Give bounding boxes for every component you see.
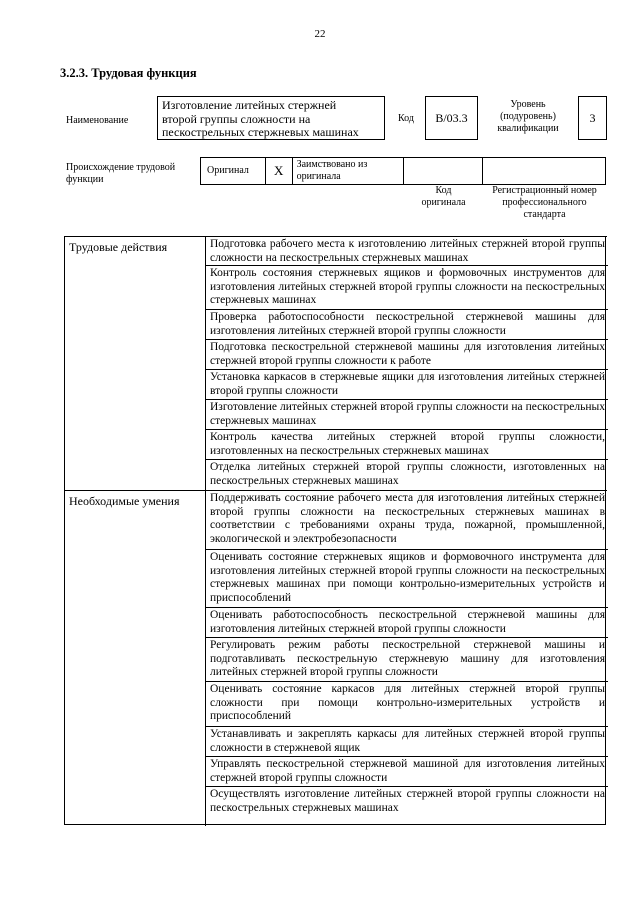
borrowed-line: оригинала (296, 171, 341, 182)
table-row: Оценивать работоспособность пескострельной стержневой машины для изготовления литейных стержней второй группы сложности (206, 608, 608, 638)
table-row: Контроль качества литейных стержней второй группы сложности, изготовленных на пескострельных стержневых машинах (206, 430, 608, 460)
page-number: 22 (314, 28, 326, 40)
origin-reg-cell (483, 158, 605, 184)
level-value: 3 (578, 96, 607, 140)
code-value: B/03.3 (425, 96, 478, 140)
level-label-line: (подуровень) (500, 111, 556, 122)
caption-line: оригинала (421, 197, 466, 208)
origin-label (66, 162, 196, 186)
table-row: Проверка работоспособности пескострельной стержневой машины для изготовления литейных стержней второй группы сложности (206, 310, 608, 340)
table-row: Отделка литейных стержней второй группы сложности, изготовленных на пескострельных стержневых машинах (210, 461, 605, 487)
table-row: Устанавливать и закреплять каркасы для литейных стержней второй группы сложности в стержневой ящик (206, 727, 608, 757)
caption-line: профессионального (502, 197, 587, 208)
function-name-line: пескострельных стержневых машинах (162, 125, 359, 139)
section-label: Трудовые действия (69, 240, 168, 254)
section-label: Необходимые умения (69, 494, 180, 508)
level-label-line: Уровень (510, 99, 546, 110)
table-row: Управлять пескострельной стержневой машиной для изготовления литейных стержней второй группы сложности (206, 757, 608, 787)
table-row: Поддерживать состояние рабочего места для изготовления литейных стержней второй группы сложности на пескострельных стержневых машинах в соответствии с требованиями охраны труда, пожарной, промышленной, экологической и электробезопасности (206, 491, 608, 550)
level-label-line: квалификации (497, 123, 559, 134)
level-label (480, 99, 576, 135)
origin-table (200, 157, 606, 185)
table-row: Установка каркасов в стержневые ящики для изготовления литейных стержней второй группы сложности (206, 370, 608, 400)
code-label: Код (398, 113, 414, 124)
caption-line: стандарта (523, 209, 566, 220)
table-row: Оценивать состояние стержневых ящиков и формовочного инструмента для изготовления литейных стержней второй группы сложности на пескострельных стержневых машинах при помощи контрольно-измерительных устройств и приспособлений (206, 550, 608, 608)
table-row: Контроль состояния стержневых ящиков и формовочных инструментов для изготовления литейных стержней второй группы сложности на пескострельных стержневых машинах (206, 266, 608, 310)
table-row: Осуществлять изготовление литейных стержней второй группы сложности на пескострельных стержневых машинах (210, 788, 605, 814)
section-rows (205, 491, 608, 826)
origin-original-cell: Оригинал (201, 158, 266, 184)
section-rows (205, 237, 608, 491)
table-row: Оценивать состояние каркасов для литейных стержней второй группы сложности при помощи контрольно-измерительных устройств и приспособлений (206, 682, 608, 727)
code-original-caption (404, 185, 483, 209)
function-name-line: Изготовление литейных стержней (162, 98, 337, 112)
origin-label-line: функции (66, 174, 104, 185)
table-row: Изготовление литейных стержней второй группы сложности на пескострельных стержневых машинах (206, 400, 608, 430)
borrowed-line: Заимствовано из (296, 159, 368, 170)
table-row: Регулировать режим работы пескострельной стержневой машины и подготавливать пескострельную стержневую машину для изготовления литейных стержней второй группы сложности (206, 638, 608, 682)
required-skills-section (65, 490, 607, 826)
labor-actions-section (65, 236, 607, 491)
name-label: Наименование (66, 115, 129, 126)
origin-mark-cell: X (266, 158, 293, 184)
table-row: Подготовка рабочего места к изготовлению литейных стержней второй группы сложности на пескострельных стержневых машинах (206, 237, 608, 266)
caption-line: Регистрационный номер (492, 185, 597, 196)
origin-label-line: Происхождение трудовой (66, 162, 176, 173)
function-name-line: второй группы сложности на (162, 111, 311, 126)
table-row: Подготовка пескострельной стержневой машины для изготовления литейных стержней второй группы сложности к работе (206, 340, 608, 370)
function-name-box (157, 96, 385, 140)
caption-line: Код (435, 185, 452, 196)
section-title: 3.2.3. Трудовая функция (60, 66, 197, 80)
origin-borrowed-cell (293, 158, 404, 184)
main-table (64, 236, 606, 825)
origin-code-cell (404, 158, 483, 184)
reg-number-caption (483, 185, 606, 221)
